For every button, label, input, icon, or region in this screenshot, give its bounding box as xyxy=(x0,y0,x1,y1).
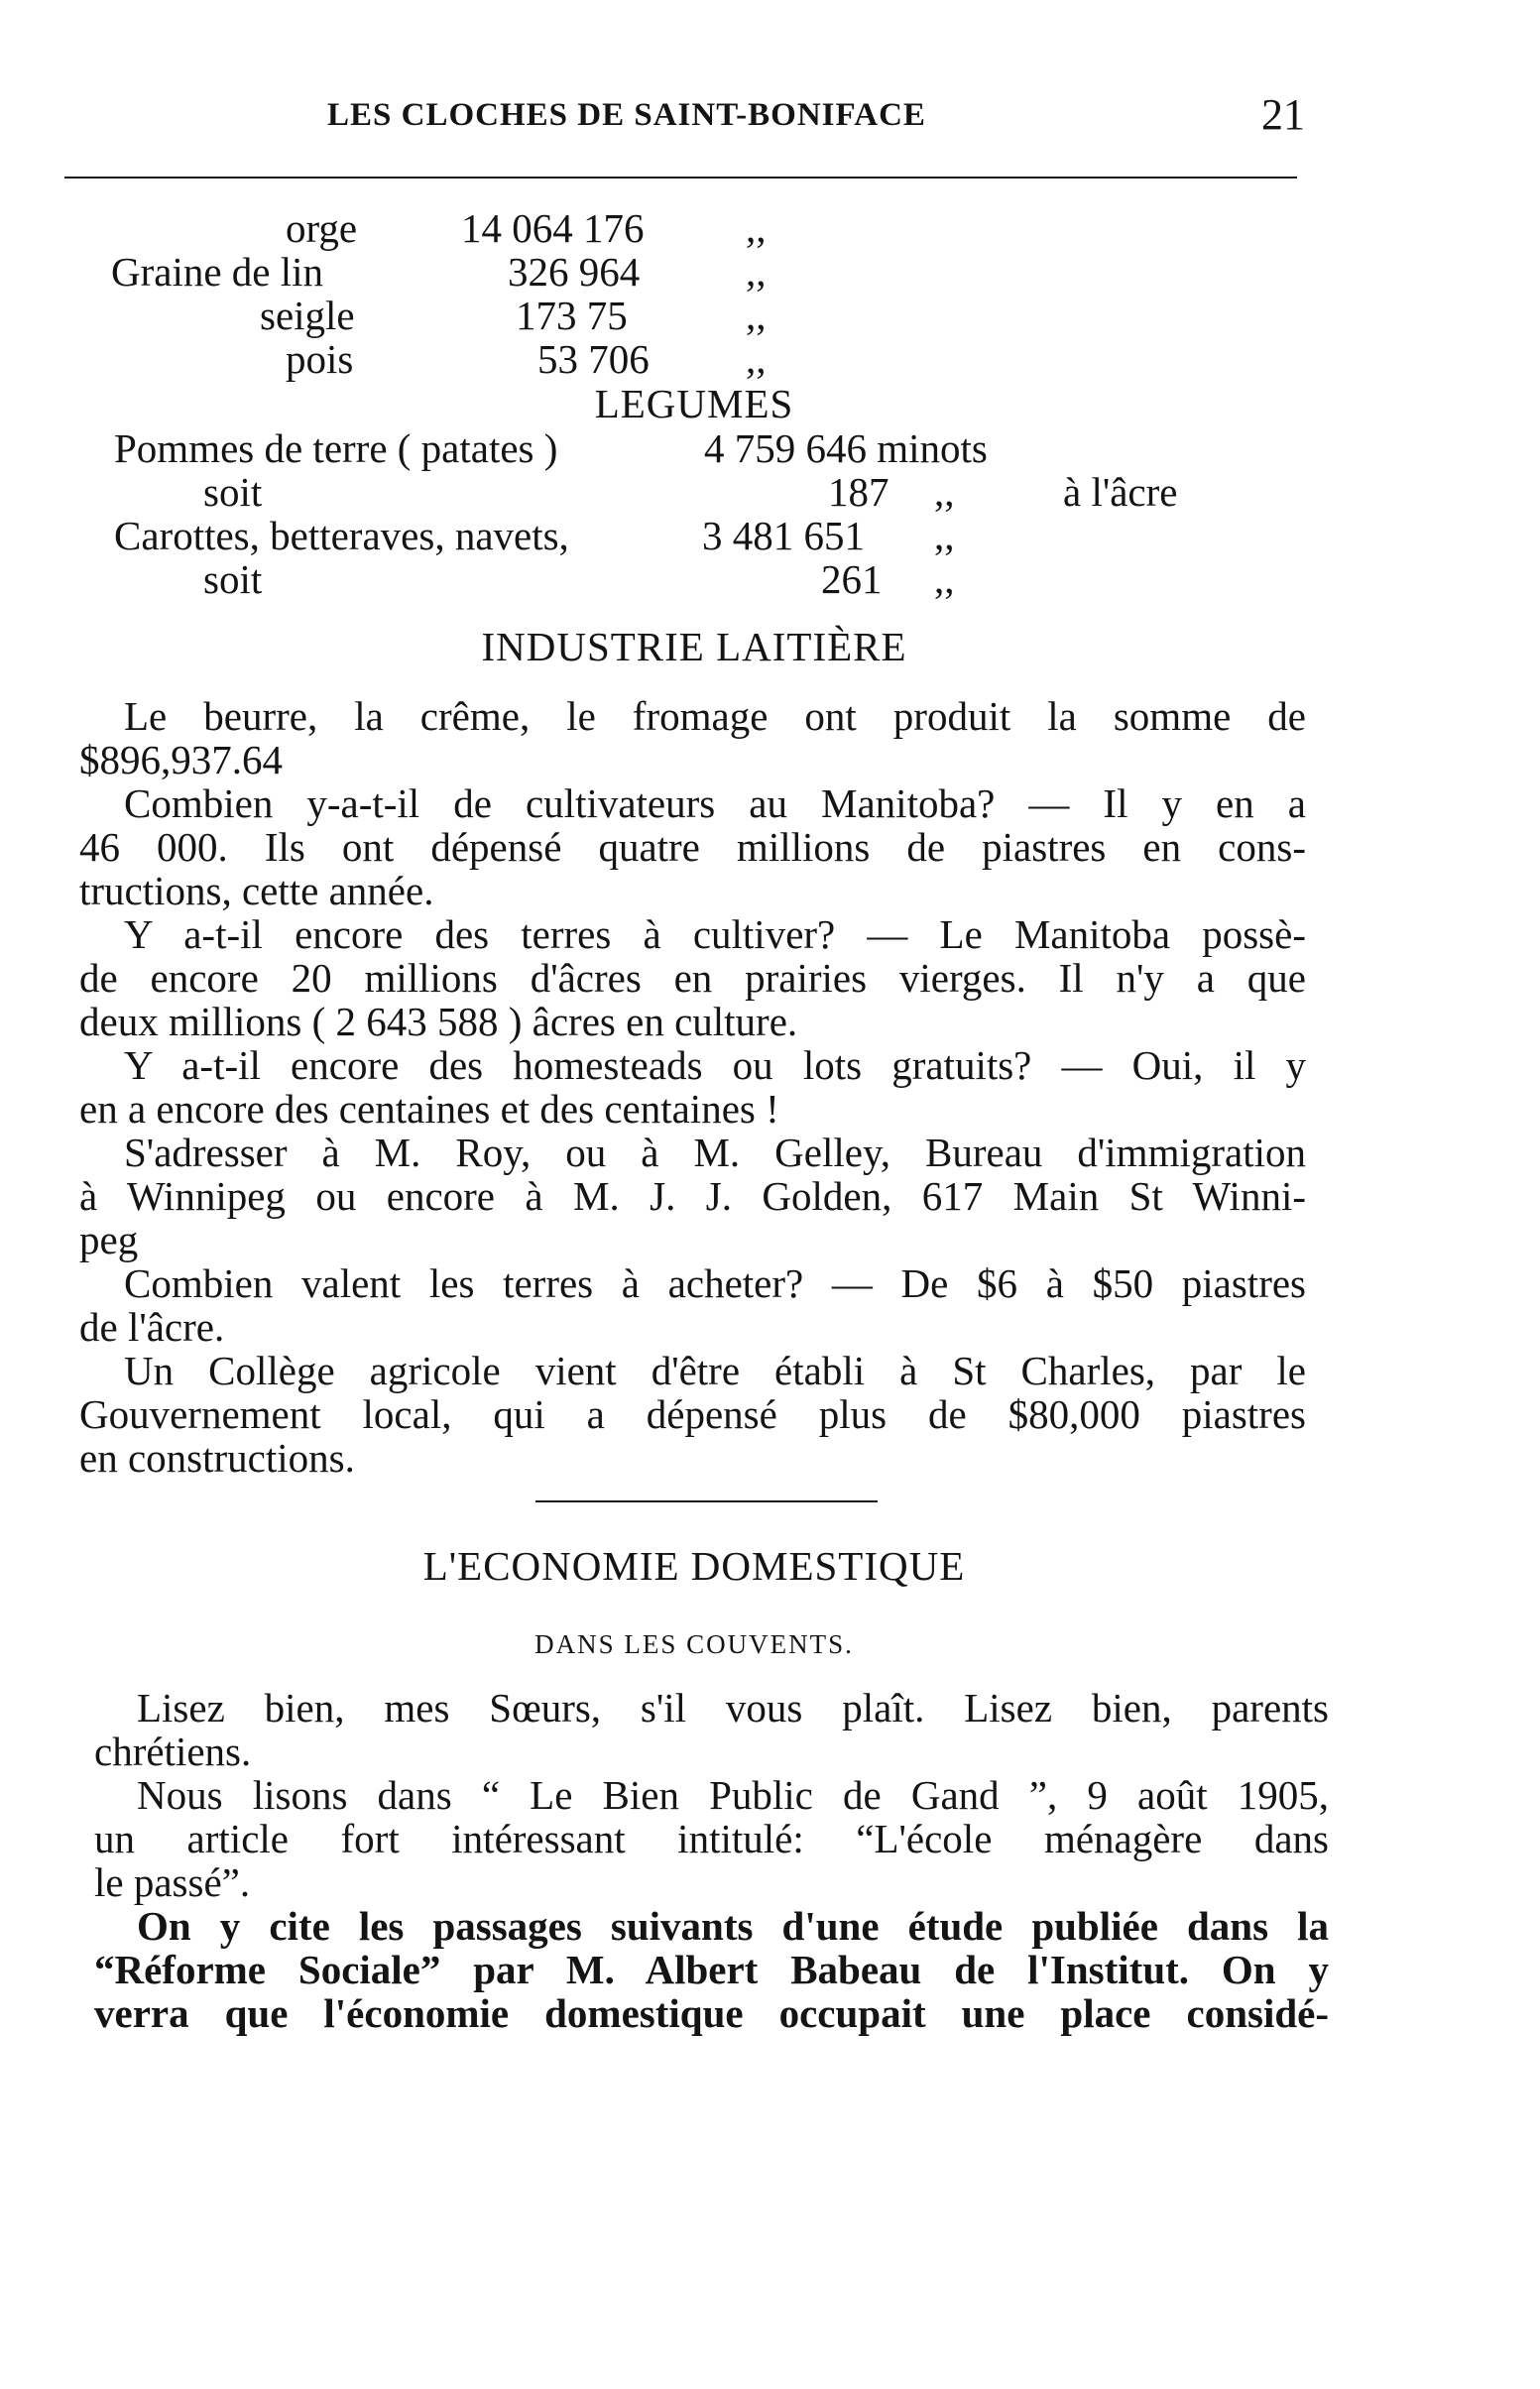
header-rule xyxy=(64,177,1297,179)
grain-value: 173 75 xyxy=(516,293,628,338)
text-line: en a encore des centaines et des centaines ! xyxy=(79,1086,779,1132)
legumes-unit: ,, xyxy=(934,513,955,558)
text-line: Y a-t-il encore des terres à cultiver? — Le Manitoba possè- xyxy=(124,911,1306,957)
grain-unit: ,, xyxy=(746,336,767,382)
grain-label: Graine de lin xyxy=(111,249,324,295)
legumes-value: 4 759 646 minots xyxy=(704,425,988,471)
page-number: 21 xyxy=(1261,90,1305,139)
legumes-value: 261 xyxy=(821,556,883,602)
text-line: en constructions. xyxy=(79,1435,355,1481)
grain-label: pois xyxy=(286,336,354,382)
legumes-unit: ,, xyxy=(934,469,955,515)
text-line: S'adresser à M. Roy, ou à M. Gelley, Bureau d'immigration xyxy=(124,1130,1306,1175)
text-line: le passé”. xyxy=(94,1859,251,1905)
text-line: Combien y-a-t-il de cultivateurs au Manitoba? — Il y en a xyxy=(124,780,1306,826)
grain-value: 326 964 xyxy=(508,249,641,295)
grain-unit: ,, xyxy=(746,249,767,295)
grain-label: seigle xyxy=(260,293,355,338)
grain-value: 53 706 xyxy=(537,336,650,382)
economie-heading: L'ECONOMIE DOMESTIQUE xyxy=(422,1543,966,1589)
legumes-label: soit xyxy=(203,556,263,602)
grain-unit: ,, xyxy=(746,205,767,251)
legumes-unit: ,, xyxy=(934,556,955,602)
text-line: Nous lisons dans “ Le Bien Public de Gand ”, 9 août 1905, xyxy=(137,1772,1329,1818)
legumes-value: 3 481 651 xyxy=(702,513,865,558)
text-line: chrétiens. xyxy=(94,1729,252,1774)
page-header xyxy=(0,90,1540,143)
text-line: Lisez bien, mes Sœurs, s'il vous plaît. Lisez bien, parents xyxy=(137,1685,1329,1731)
text-line: peg xyxy=(79,1217,139,1262)
legumes-label: Carottes, betteraves, navets, xyxy=(114,513,569,558)
text-line: “Réforme Sociale” par M. Albert Babeau de l'Institut. On y xyxy=(94,1947,1329,1992)
text-line: Le beurre, la crême, le fromage ont produit la somme de xyxy=(124,693,1306,739)
legumes-label: soit xyxy=(203,469,263,515)
grain-unit: ,, xyxy=(746,293,767,338)
text-line: à Winnipeg ou encore à M. J. J. Golden, 617 Main St Winni- xyxy=(79,1173,1306,1219)
legumes-heading: LEGUMES xyxy=(594,381,794,426)
industrie-heading: INDUSTRIE LAITIÈRE xyxy=(481,624,907,669)
legumes-note: à l'âcre xyxy=(1063,469,1178,515)
text-line: tructions, cette année. xyxy=(79,868,434,913)
text-line: Combien valent les terres à acheter? — De $6 à $50 piastres xyxy=(124,1260,1306,1306)
text-line: $896,937.64 xyxy=(79,737,283,782)
legumes-value: 187 xyxy=(828,469,889,515)
text-line: Gouvernement local, qui a dépensé plus de $80,000 piastres xyxy=(79,1391,1306,1437)
text-line: On y cite les passages suivants d'une étude publiée dans la xyxy=(137,1903,1329,1949)
text-line: de l'âcre. xyxy=(79,1304,225,1350)
text-line: verra que l'économie domestique occupait une place considé- xyxy=(94,1990,1329,2036)
text-line: deux millions ( 2 643 588 ) âcres en culture. xyxy=(79,999,798,1044)
running-title: LES CLOCHES DE SAINT-BONIFACE xyxy=(327,97,926,133)
grain-value: 14 064 176 xyxy=(461,205,645,251)
economie-subheading: DANS LES COUVENTS. xyxy=(534,1629,854,1659)
legumes-label: Pommes de terre ( patates ) xyxy=(114,425,558,471)
text-line: Y a-t-il encore des homesteads ou lots gratuits? — Oui, il y xyxy=(124,1042,1306,1088)
section-divider xyxy=(535,1500,878,1502)
text-line: un article fort intéressant intitulé: “L'école ménagère dans xyxy=(94,1816,1329,1861)
grain-label: orge xyxy=(286,205,358,251)
text-line: de encore 20 millions d'âcres en prairies vierges. Il n'y a que xyxy=(79,955,1306,1001)
text-line: Un Collège agricole vient d'être établi à St Charles, par le xyxy=(124,1348,1306,1393)
text-line: 46 000. Ils ont dépensé quatre millions de piastres en cons- xyxy=(79,824,1306,870)
